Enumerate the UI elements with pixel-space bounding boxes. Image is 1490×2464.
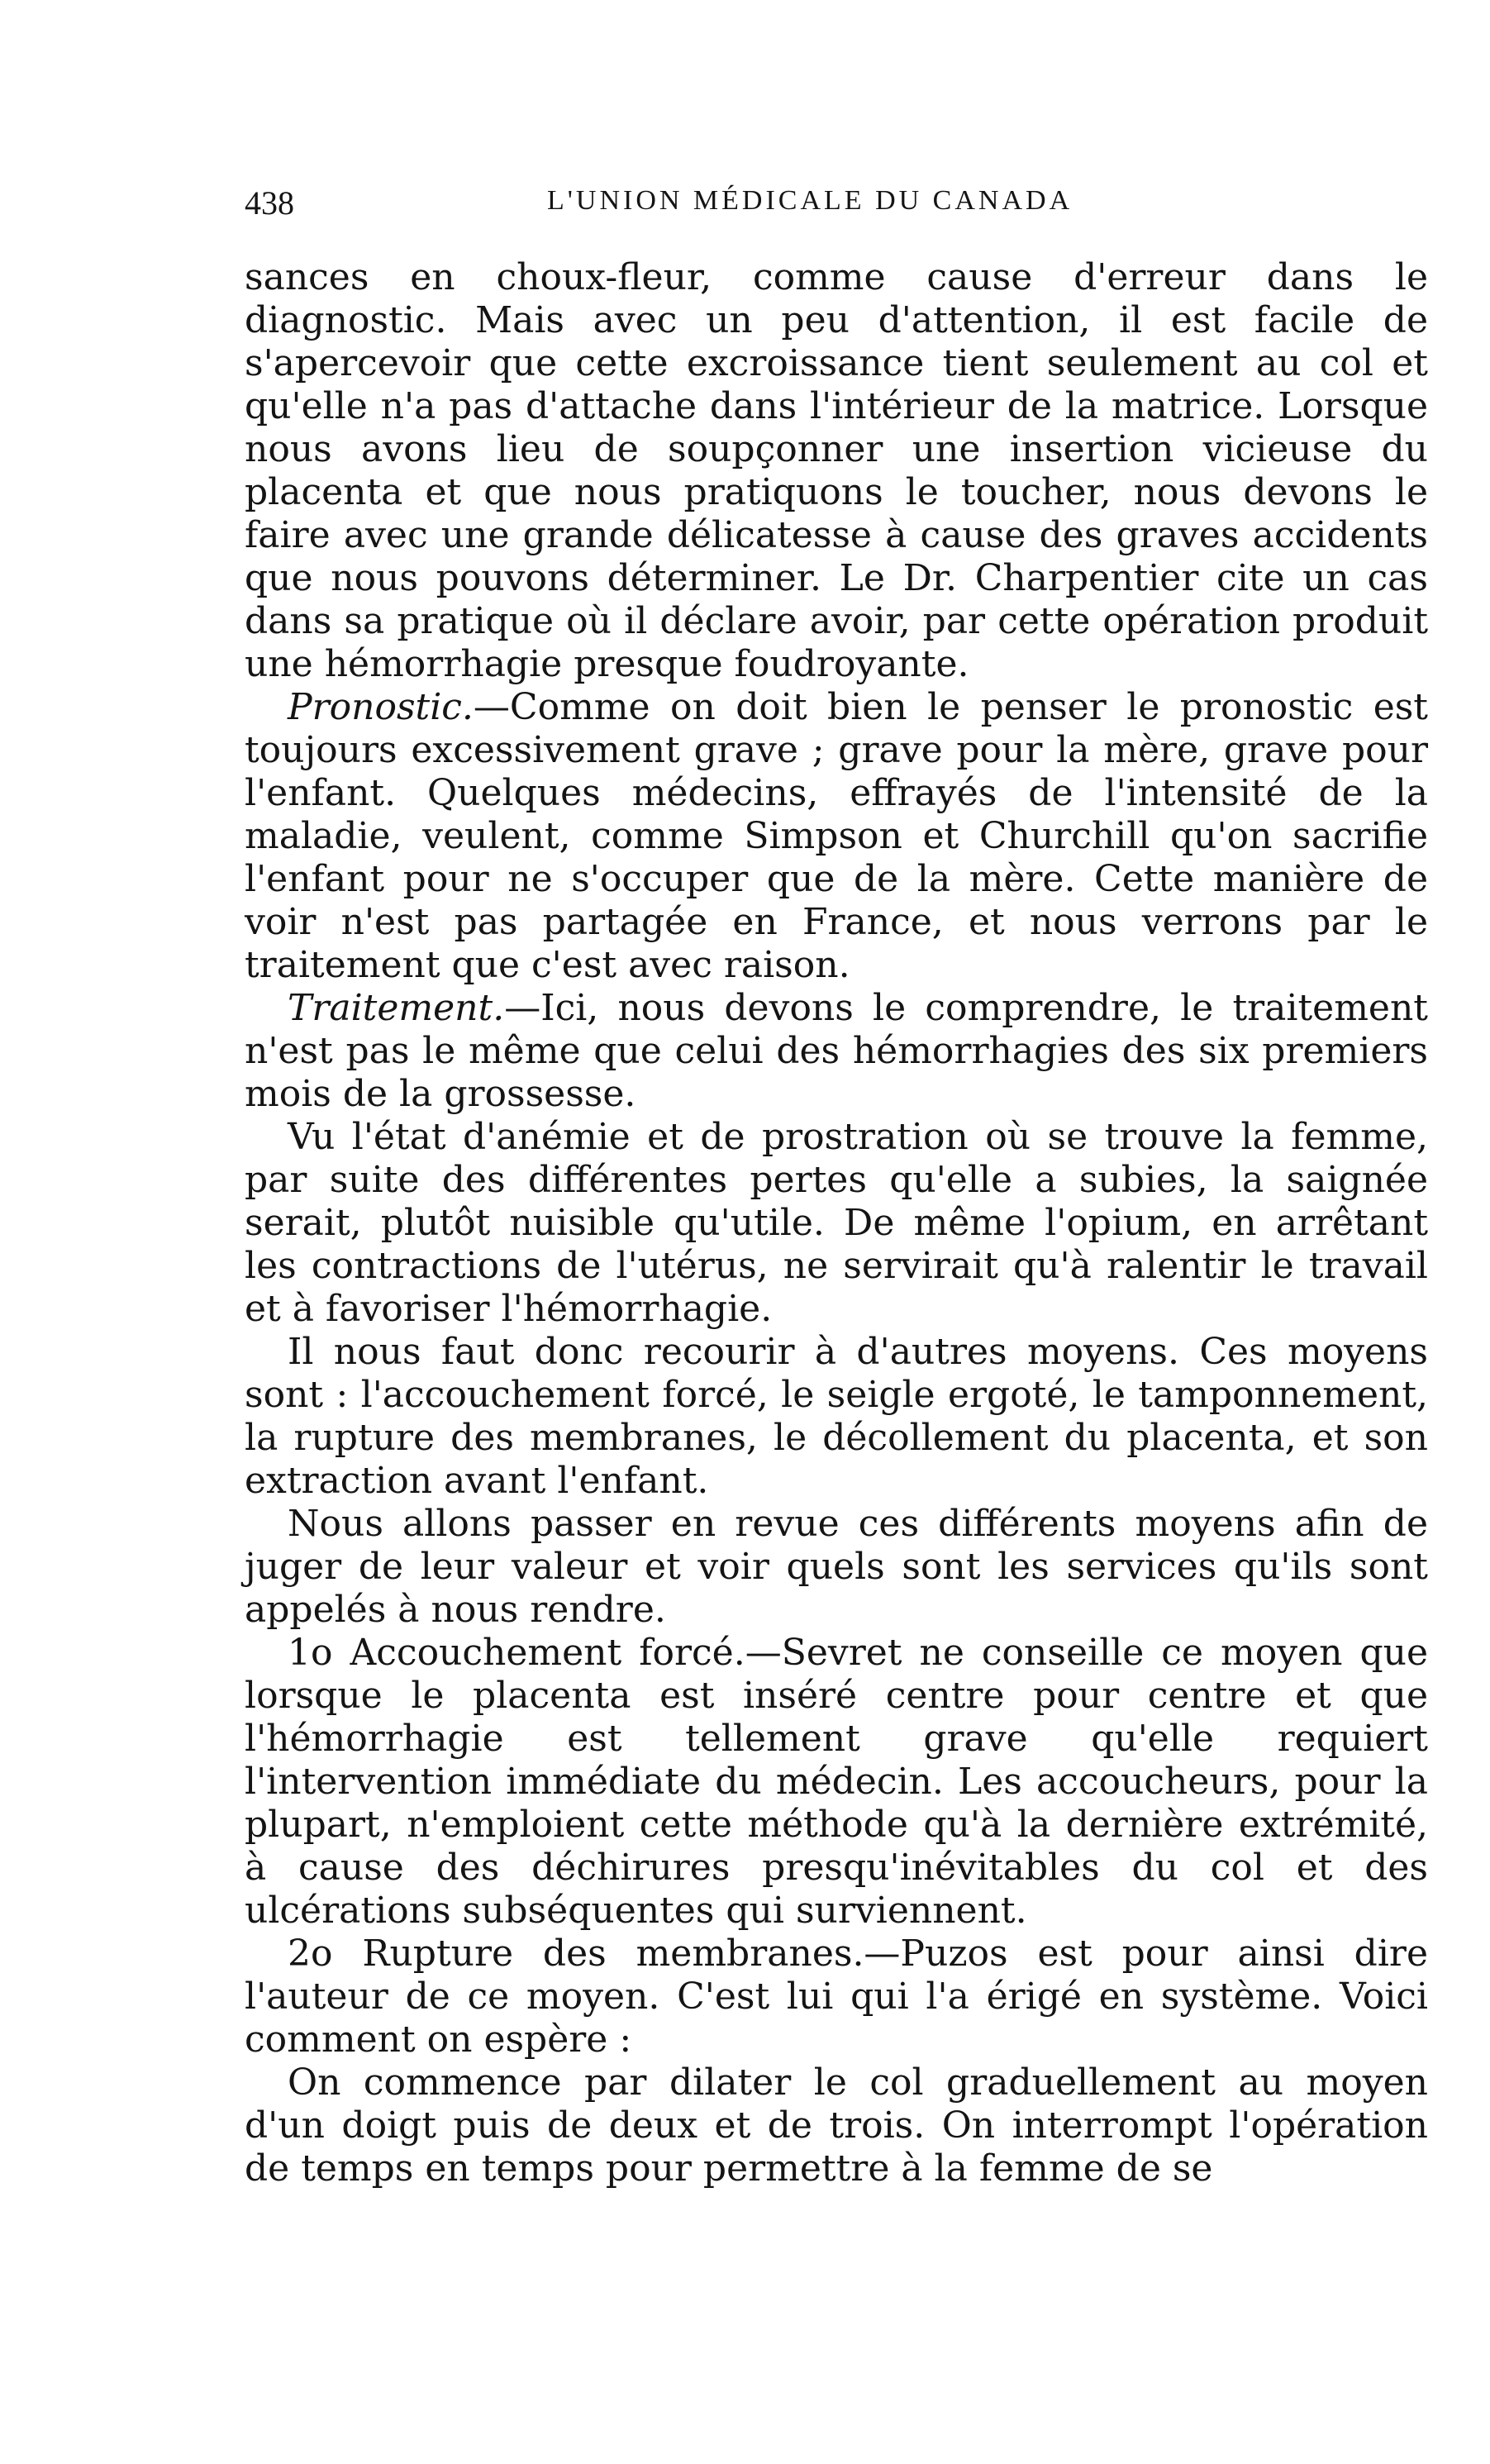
paragraph: [245, 2061, 1428, 2190]
paragraph: [245, 1331, 1428, 1503]
paragraph-text: Nous allons passer en revue ces différents moyens afin de juger de leur valeur et voir quels sont les services qu'ils sont appelés à nous rendre.: [245, 1503, 1428, 1631]
paragraph-pronostic: [245, 686, 1428, 987]
page-number: 438: [245, 184, 294, 222]
paragraph-traitement: [245, 987, 1428, 1116]
journal-title: L'UNION MÉDICALE DU CANADA: [547, 185, 1073, 216]
paragraph: [245, 256, 1428, 686]
paragraph-rupture-membranes: [245, 1933, 1428, 2061]
paragraph: [245, 1116, 1428, 1331]
paragraph-text: —Ici, nous devons le comprendre, le traitement n'est pas le même que celui des hémorrhagies des six premiers mois de la grossesse.: [245, 987, 1428, 1115]
paragraph-text: —Comme on doit bien le penser le pronostic est toujours excessivement grave ; grave pour la mère, grave pour l'enfant. Quelques médecins, effrayés de l'intensité de la maladie, veulent, comme Simpson et Churchill qu'on sacrifie l'enfant pour ne s'occuper que de la mère. Cette manière de voir n'est pas partagée en France, et nous verrons par le traitement que c'est avec raison.: [245, 686, 1428, 986]
paragraph-text: sances en choux-fleur, comme cause d'erreur dans le diagnostic. Mais avec un peu d'attention, il est facile de s'apercevoir que cette excroissance tient seulement au col et qu'elle n'a pas d'attache dans l'intérieur de la matrice. Lorsque nous avons lieu de soupçonner une insertion vicieuse du placenta et que nous pratiquons le toucher, nous devons le faire avec une grande délicatesse à cause des graves accidents que nous pouvons déterminer. Le Dr. Charpentier cite un cas dans sa pratique où il déclare avoir, par cette opération produit une hémorrhagie presque foudroyante.: [245, 256, 1428, 685]
paragraph: [245, 1503, 1428, 1632]
body-text: [245, 256, 1428, 2190]
running-head: [245, 183, 1428, 233]
paragraph-text: On commence par dilater le col graduellement au moyen d'un doigt puis de deux et de trois. On interrompt l'opération de temps en temps pour permettre à la femme de se: [245, 2061, 1428, 2190]
paragraph-text: Il nous faut donc recourir à d'autres moyens. Ces moyens sont : l'accouchement forcé, le seigle ergoté, le tamponnement, la rupture des membranes, le décollement du placenta, et son extraction avant l'enfant.: [245, 1331, 1428, 1502]
section-heading-traitement: Traitement.: [288, 987, 505, 1029]
section-heading-pronostic: Pronostic.: [288, 686, 474, 728]
paragraph-text: Vu l'état d'anémie et de prostration où se trouve la femme, par suite des différentes pertes qu'elle a subies, la saignée serait, plutôt nuisible qu'utile. De même l'opium, en arrêtant les contractions de l'utérus, ne servirait qu'à ralentir le travail et à favoriser l'hémorrhagie.: [245, 1116, 1428, 1330]
paragraph-text: 2o Rupture des membranes.—Puzos est pour ainsi dire l'auteur de ce moyen. C'est lui qui l'a érigé en système. Voici comment on espère :: [245, 1933, 1428, 2061]
paragraph-accouchement-force: [245, 1632, 1428, 1933]
book-page: [245, 183, 1428, 2190]
paragraph-text: 1o Accouchement forcé.—Sevret ne conseille ce moyen que lorsque le placenta est inséré centre pour centre et que l'hémorrhagie est tellement grave qu'elle requiert l'intervention immédiate du médecin. Les accoucheurs, pour la plupart, n'emploient cette méthode qu'à la dernière extrémité, à cause des déchirures presqu'inévitables du col et des ulcérations subséquentes qui surviennent.: [245, 1632, 1428, 1932]
